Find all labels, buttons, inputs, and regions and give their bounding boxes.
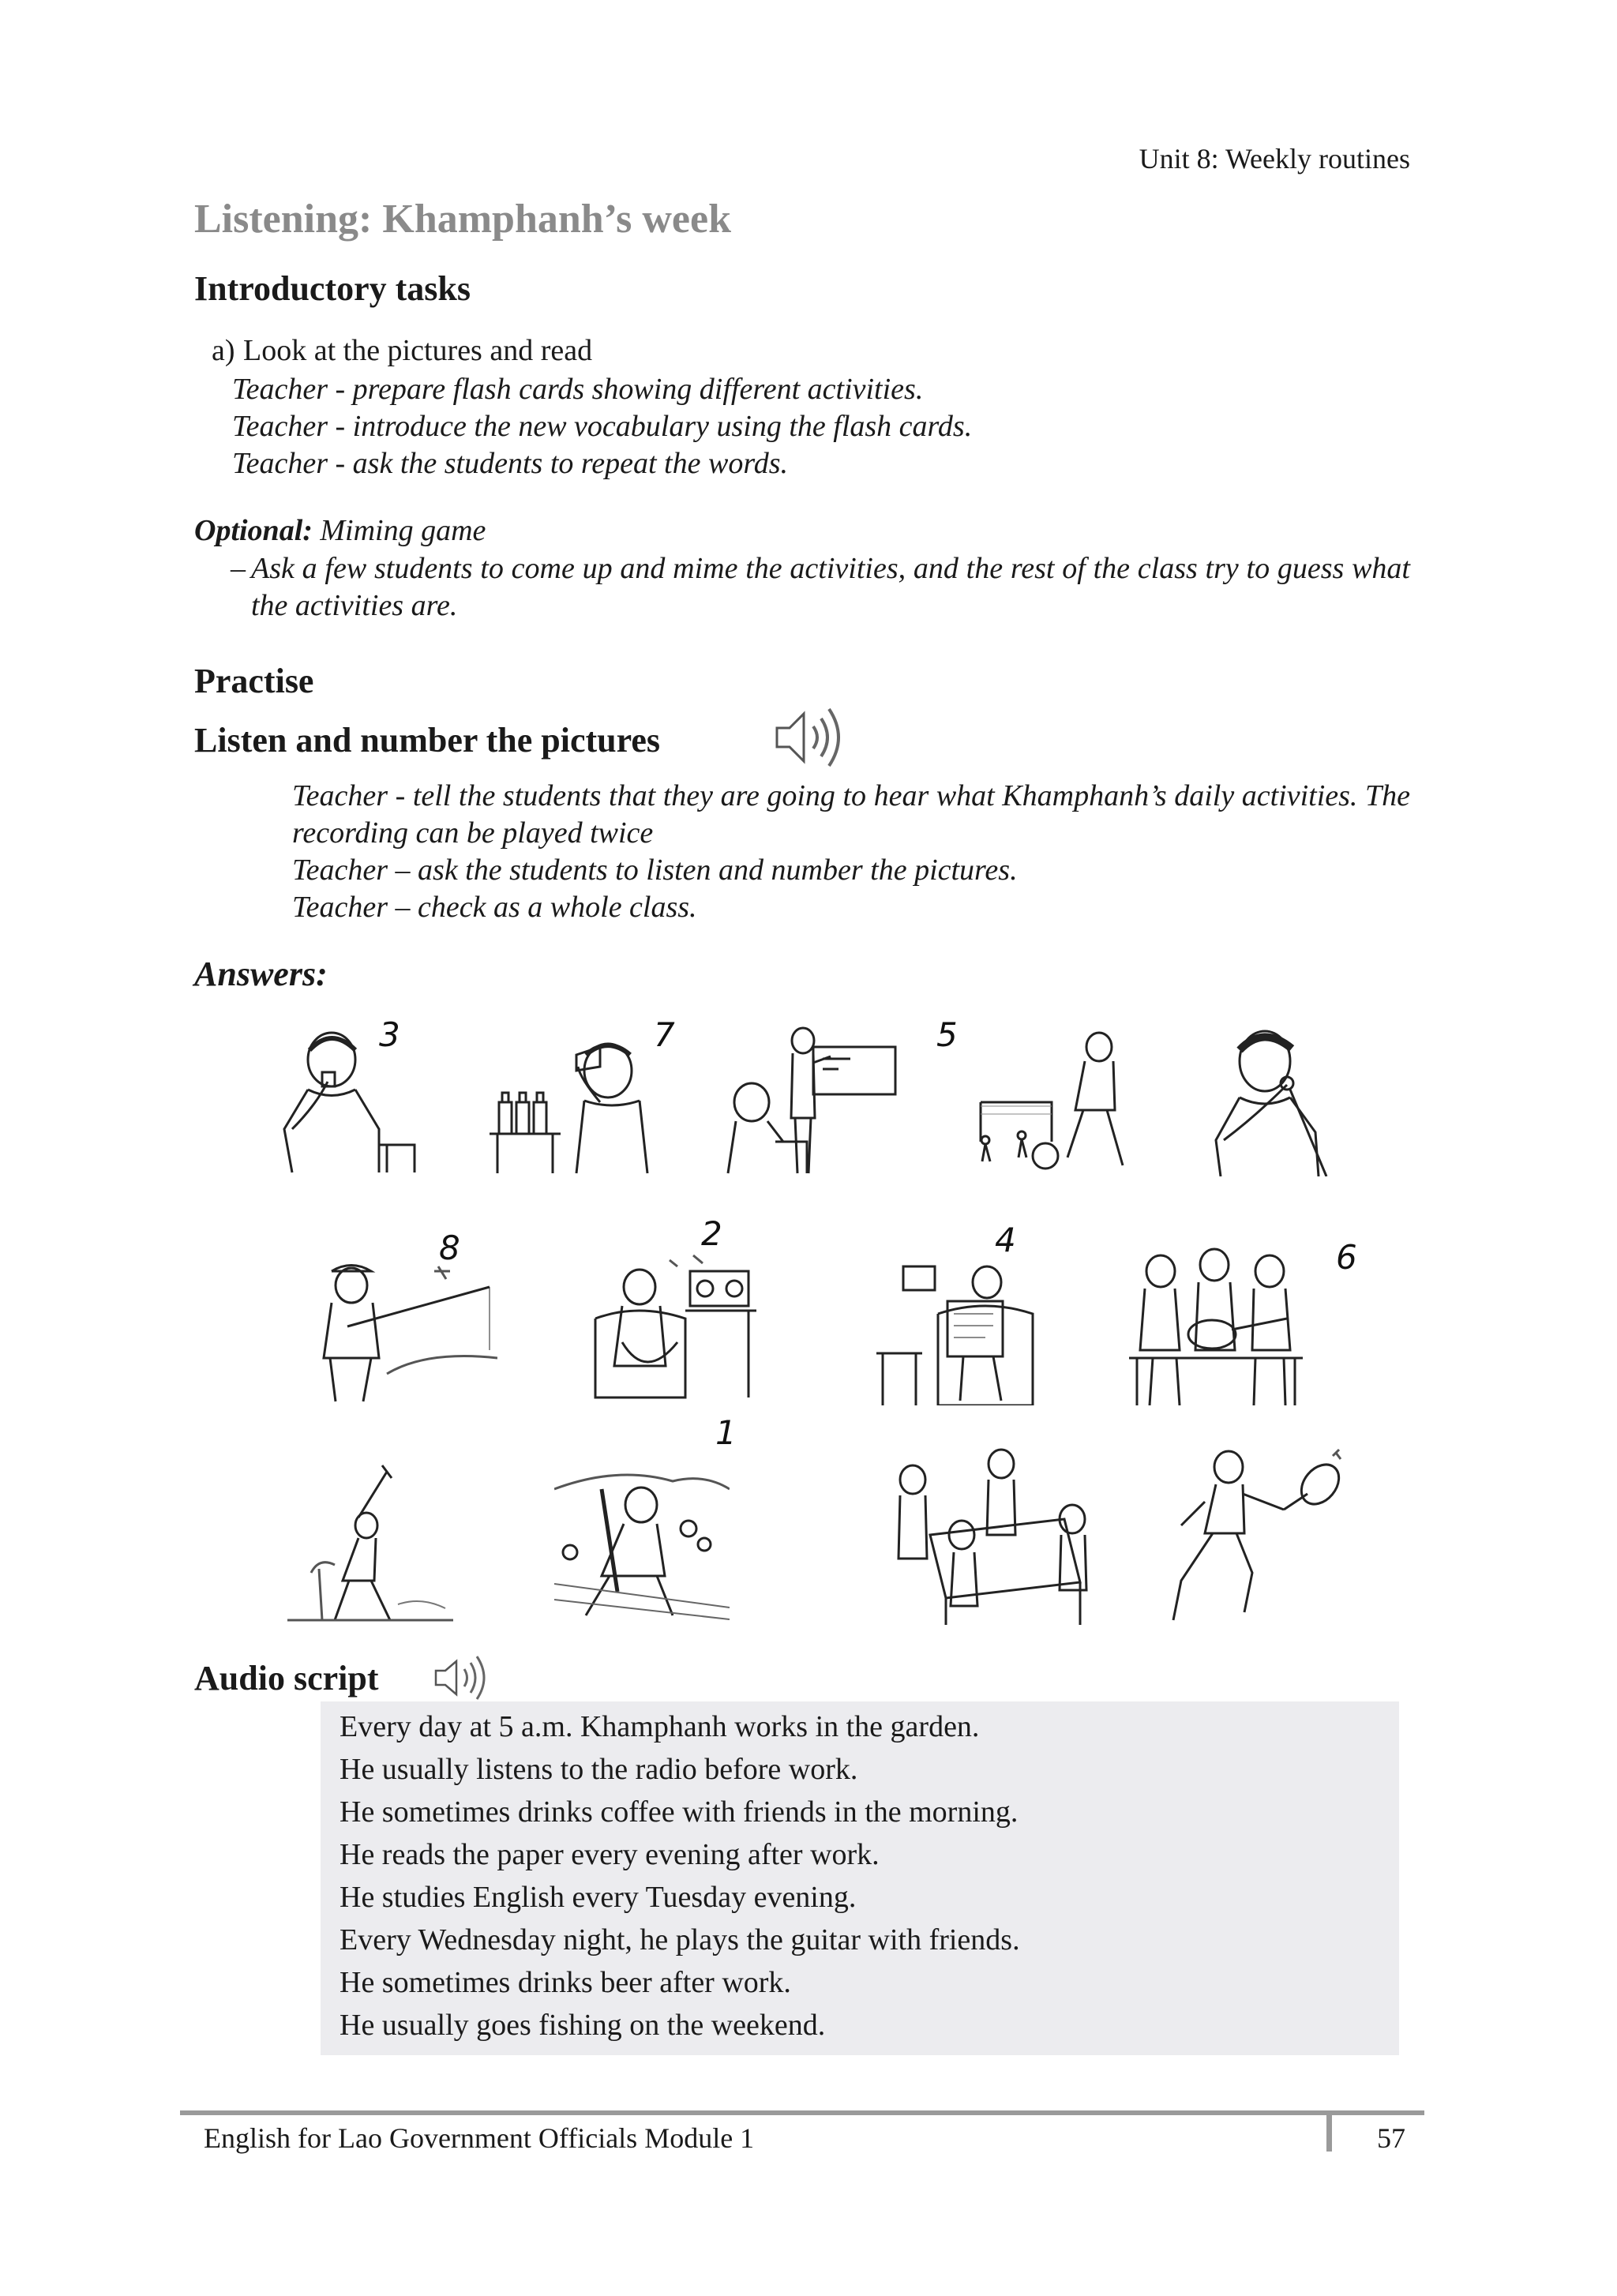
- answer-number: 2: [701, 1214, 722, 1253]
- optional-dash: –: [231, 552, 246, 585]
- guitar-playing-illustration: [1129, 1247, 1303, 1405]
- audio-script-heading: Audio script: [194, 1659, 379, 1698]
- listen-step: Teacher – ask the students to listen and number the pictures.: [292, 853, 1018, 887]
- intro-step: Teacher - prepare flash cards showing different activities.: [232, 373, 924, 406]
- intro-step: Teacher - introduce the new vocabulary using the flash cards.: [232, 410, 973, 443]
- answer-number: 7: [654, 1015, 675, 1054]
- intro-step: Teacher - ask the students to repeat the words.: [232, 447, 788, 480]
- optional-label: Optional:: [194, 514, 313, 547]
- optional-detail: Ask a few students to come up and mime the activities, and the rest of the class try to guess what the activities are.: [251, 552, 1410, 622]
- script-line: He sometimes drinks beer after work.: [340, 1966, 791, 1999]
- speaker-icon[interactable]: [772, 700, 854, 775]
- optional-text: Miming game: [320, 514, 486, 547]
- listen-heading: Listen and number the pictures: [194, 721, 661, 760]
- listen-step: Teacher - tell the students that they are going to hear what Khamphanh’s daily activities. The recording can be played twice: [292, 779, 1410, 850]
- audio-script-lines: [340, 1705, 1020, 2047]
- script-line: He usually goes fishing on the weekend.: [340, 2009, 826, 2042]
- gardening-illustration: [554, 1458, 730, 1625]
- beer-drinking-illustration: [490, 1023, 663, 1176]
- answer-number: 6: [1336, 1238, 1357, 1277]
- page-title: Listening: Khamphanh’s week: [194, 197, 731, 242]
- radio-listening-illustration: [591, 1247, 756, 1405]
- speaker-icon[interactable]: [433, 1652, 494, 1704]
- footer-book-title: English for Lao Government Officials Module 1: [204, 2122, 755, 2154]
- answer-number: 5: [936, 1015, 958, 1054]
- woodcutting-illustration: [287, 1462, 453, 1625]
- english-class-illustration: [720, 1023, 897, 1176]
- fishing-illustration: [300, 1255, 497, 1405]
- script-line: Every Wednesday night, he plays the guitar with friends.: [340, 1923, 1020, 1956]
- practise-heading: Practise: [194, 662, 314, 700]
- page-number: 57: [1377, 2122, 1405, 2154]
- studying-group-illustration: [883, 1448, 1099, 1625]
- unit-label: Unit 8: Weekly routines: [1139, 143, 1410, 174]
- answer-number: 3: [379, 1015, 400, 1054]
- listen-step: Teacher – check as a whole class.: [292, 891, 697, 924]
- optional-line: [194, 513, 486, 548]
- badminton-illustration: [1165, 1446, 1347, 1625]
- intro-heading: Introductory tasks: [194, 269, 471, 308]
- answer-number: 8: [439, 1229, 460, 1267]
- footer-divider: [1326, 2115, 1332, 2152]
- task-a-marker: a): [212, 334, 235, 367]
- answers-heading: Answers:: [194, 955, 328, 993]
- script-line: He reads the paper every evening after work.: [340, 1838, 880, 1871]
- footer-rule: [180, 2110, 1424, 2115]
- football-illustration: [965, 1023, 1148, 1178]
- answer-number: 1: [715, 1413, 737, 1452]
- newspaper-reading-illustration: [875, 1251, 1037, 1405]
- script-line: He sometimes drinks coffee with friends in the morning.: [340, 1795, 1019, 1829]
- script-line: He studies English every Tuesday evening.: [340, 1881, 857, 1914]
- singing-illustration: [1208, 1022, 1334, 1176]
- script-line: He usually listens to the radio before work.: [340, 1753, 858, 1786]
- task-a: [212, 333, 592, 368]
- answer-number: 4: [995, 1221, 1016, 1259]
- task-a-text: Look at the pictures and read: [243, 334, 593, 367]
- listen-steps: [292, 778, 1410, 926]
- script-line: Every day at 5 a.m. Khamphanh works in the garden.: [340, 1710, 980, 1743]
- intro-steps: [232, 371, 972, 482]
